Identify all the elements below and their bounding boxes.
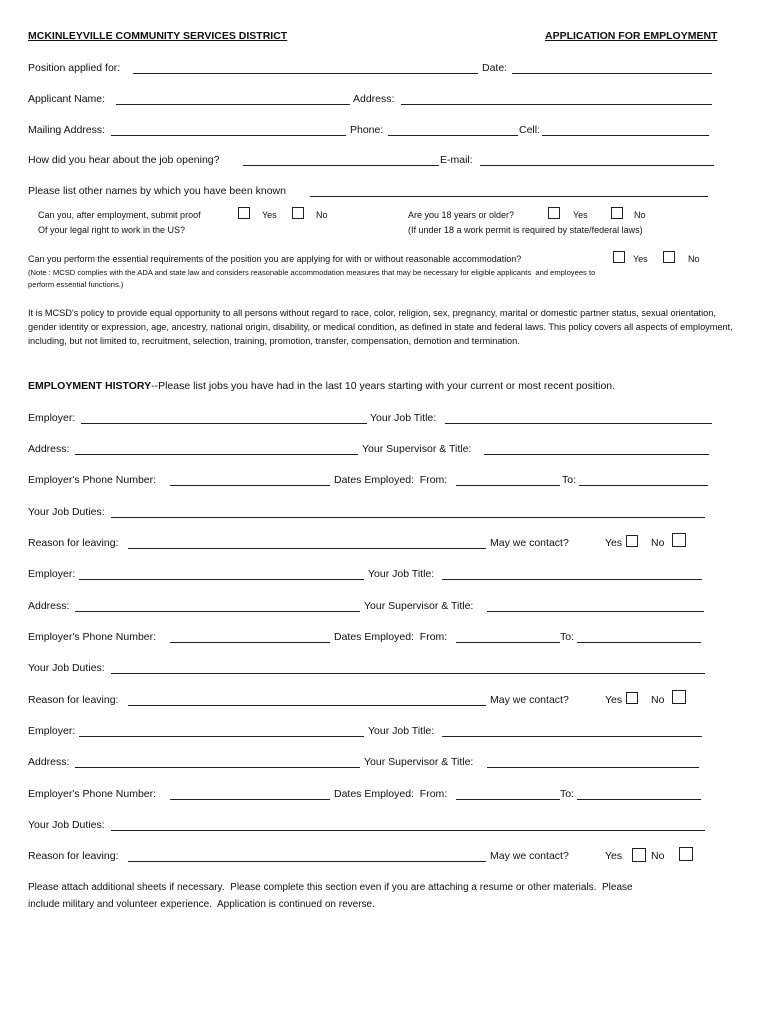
history-title: EMPLOYMENT HISTORY (28, 380, 152, 392)
dates-from-field[interactable] (456, 642, 560, 643)
email-field[interactable] (480, 165, 714, 166)
job-duties-label: Your Job Duties: (28, 662, 105, 674)
contact-no-checkbox[interactable] (672, 690, 686, 704)
job-title-field[interactable] (442, 579, 702, 580)
supervisor-label: Your Supervisor & Title: (362, 443, 472, 455)
applicant-name-label: Applicant Name: (28, 93, 106, 105)
employer-phone-field[interactable] (170, 799, 330, 800)
proof-no-checkbox[interactable] (292, 207, 304, 219)
dates-from-field[interactable] (456, 799, 560, 800)
position-field[interactable] (133, 73, 478, 74)
age-question: Are you 18 years or older? (408, 210, 515, 220)
dates-from-label: Dates Employed: From: (334, 474, 448, 486)
contact-yes-label: Yes (605, 850, 623, 862)
org-name: MCKINLEYVILLE COMMUNITY SERVICES DISTRICT (28, 30, 288, 42)
job-title-field[interactable] (442, 736, 702, 737)
proof-yes-checkbox[interactable] (238, 207, 250, 219)
employer-field[interactable] (81, 423, 367, 424)
contact-label: May we contact? (490, 694, 569, 706)
proof-yes-label: Yes (262, 210, 277, 220)
job-duties-field[interactable] (111, 673, 705, 674)
dates-to-label: To: (560, 788, 575, 800)
contact-no-label: No (651, 694, 665, 706)
employer-label: Employer: (28, 412, 76, 424)
supervisor-field[interactable] (487, 767, 699, 768)
eeo-policy: It is MCSD's policy to provide equal opportunity to all persons without regard to race, color, religion, sex, pregnancy, marital or domestic partner status, sexual orientation, gender identity or expression, age, ancestry, national origin, disability, or medical condition, as defined in state and federal laws. This policy covers all aspects of employment, including, but not limited to, recruitment, selection, training, promotion, transfer, compensation, demotion and termination. (28, 308, 733, 346)
applicant-name-field[interactable] (116, 104, 350, 105)
age-no-label: No (634, 210, 646, 220)
employer-address-label: Address: (28, 600, 70, 612)
history-instruction: --Please list jobs you have had in the last 10 years starting with your current or most recent position. (151, 380, 616, 392)
contact-yes-checkbox[interactable] (626, 535, 638, 547)
contact-yes-checkbox[interactable] (632, 848, 646, 862)
essential-yes-label: Yes (633, 254, 648, 264)
employment-history-heading (28, 380, 615, 393)
email-label: E-mail: (440, 154, 473, 166)
essential-no-checkbox[interactable] (663, 251, 675, 263)
employer-label: Employer: (28, 725, 76, 737)
supervisor-field[interactable] (487, 611, 704, 612)
ada-note-line1: (Note : MCSD complies with the ADA and state law and considers reasonable accommodation measures that may be necessary for eligible applicants and employees to (28, 268, 596, 277)
job-title-label: Your Job Title: (368, 568, 435, 580)
job-title-label: Your Job Title: (368, 725, 435, 737)
job-title-label: Your Job Title: (370, 412, 437, 424)
employer-field[interactable] (79, 736, 364, 737)
phone-field[interactable] (388, 135, 518, 136)
employer-phone-label: Employer's Phone Number: (28, 474, 157, 486)
employer-address-field[interactable] (75, 611, 360, 612)
supervisor-label: Your Supervisor & Title: (364, 756, 474, 768)
employer-field[interactable] (79, 579, 364, 580)
reason-label: Reason for leaving: (28, 694, 119, 706)
essential-yes-checkbox[interactable] (613, 251, 625, 263)
date-field[interactable] (512, 73, 712, 74)
job-duties-field[interactable] (111, 830, 705, 831)
footer-note-line1: Please attach additional sheets if necessary. Please complete this section even if you are attaching a resume or other materials. Please (28, 882, 633, 893)
age-yes-checkbox[interactable] (548, 207, 560, 219)
reason-label: Reason for leaving: (28, 537, 119, 549)
cell-field[interactable] (542, 135, 709, 136)
dates-to-field[interactable] (579, 485, 708, 486)
employer-address-field[interactable] (75, 767, 360, 768)
address-label: Address: (353, 93, 395, 105)
position-label: Position applied for: (28, 62, 121, 74)
employer-address-label: Address: (28, 756, 70, 768)
employer-phone-field[interactable] (170, 485, 330, 486)
phone-label: Phone: (350, 124, 384, 136)
employer-label: Employer: (28, 568, 76, 580)
job-duties-label: Your Job Duties: (28, 506, 105, 518)
reason-field[interactable] (128, 705, 486, 706)
dates-from-label: Dates Employed: From: (334, 631, 448, 643)
contact-label: May we contact? (490, 850, 569, 862)
other-names-field[interactable] (310, 196, 708, 197)
employer-phone-label: Employer's Phone Number: (28, 788, 157, 800)
contact-yes-label: Yes (605, 537, 623, 549)
document-title: APPLICATION FOR EMPLOYMENT (545, 30, 718, 42)
date-label: Date: (482, 62, 508, 74)
address-field[interactable] (401, 104, 712, 105)
job-duties-label: Your Job Duties: (28, 819, 105, 831)
contact-yes-label: Yes (605, 694, 623, 706)
age-yes-label: Yes (573, 210, 588, 220)
dates-to-field[interactable] (577, 642, 701, 643)
reason-label: Reason for leaving: (28, 850, 119, 862)
hear-label: How did you hear about the job opening? (28, 154, 220, 166)
reason-field[interactable] (128, 548, 486, 549)
dates-from-field[interactable] (456, 485, 560, 486)
essential-no-label: No (688, 254, 700, 264)
dates-to-label: To: (562, 474, 577, 486)
proof-no-label: No (316, 210, 328, 220)
mailing-address-label: Mailing Address: (28, 124, 106, 136)
other-names-label: Please list other names by which you have been known (28, 185, 286, 197)
age-no-checkbox[interactable] (611, 207, 623, 219)
essential-question: Can you perform the essential requirements of the position you are applying for with or without reasonable accommodation? (28, 254, 522, 264)
contact-no-label: No (651, 537, 665, 549)
mailing-address-field[interactable] (111, 135, 346, 136)
employer-address-label: Address: (28, 443, 70, 455)
proof-question-line1: Can you, after employment, submit proof (38, 210, 201, 220)
contact-label: May we contact? (490, 537, 569, 549)
age-note: (If under 18 a work permit is required by state/federal laws) (408, 225, 643, 235)
job-title-field[interactable] (445, 423, 712, 424)
employer-phone-field[interactable] (170, 642, 330, 643)
cell-label: Cell: (519, 124, 541, 136)
hear-field[interactable] (243, 165, 439, 166)
dates-to-label: To: (560, 631, 575, 643)
supervisor-label: Your Supervisor & Title: (364, 600, 474, 612)
contact-no-label: No (651, 850, 665, 862)
dates-from-label: Dates Employed: From: (334, 788, 448, 800)
footer-note-line2: include military and volunteer experience. Application is continued on reverse. (28, 899, 375, 910)
employer-address-field[interactable] (75, 454, 358, 455)
proof-question-line2: Of your legal right to work in the US? (38, 225, 186, 235)
ada-note-line2: perform essential functions.) (28, 280, 124, 289)
supervisor-field[interactable] (484, 454, 709, 455)
contact-no-checkbox[interactable] (679, 847, 693, 861)
dates-to-field[interactable] (577, 799, 701, 800)
job-duties-field[interactable] (111, 517, 705, 518)
contact-no-checkbox[interactable] (672, 533, 686, 547)
reason-field[interactable] (128, 861, 486, 862)
employer-phone-label: Employer's Phone Number: (28, 631, 157, 643)
contact-yes-checkbox[interactable] (626, 692, 638, 704)
